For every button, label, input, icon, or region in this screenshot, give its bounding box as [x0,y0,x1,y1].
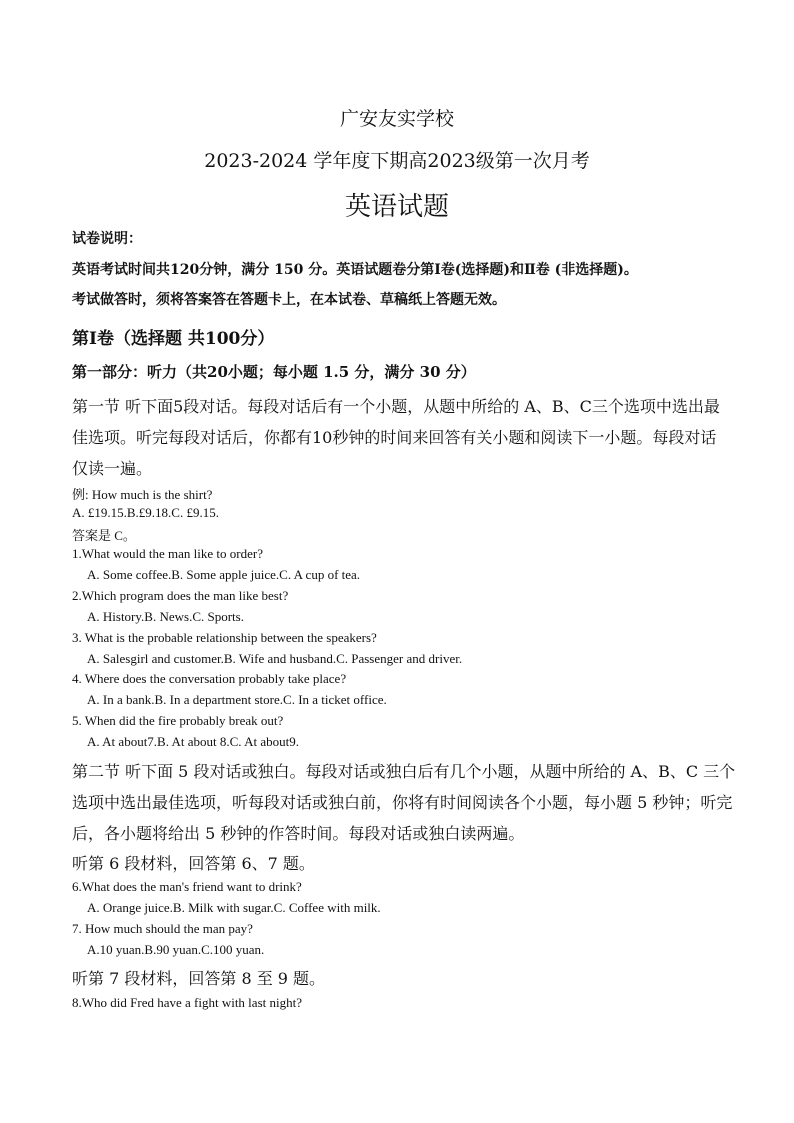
exam-title: 2023-2024 学年度下期高2023级第一次月考 [204,150,590,172]
question-5-options: A. At about7.B. At about 8.C. At about9. [87,734,299,749]
example-options: A. £19.15.B.£9.18.C. £9.15. [72,505,219,520]
question-2-options: A. History.B. News.C. Sports. [87,609,244,624]
question-1-options: A. Some coffee.B. Some apple juice.C. A cup of tea. [87,567,361,582]
section2-desc-line-2: 选项中选出最佳选项，听每段对话或独白前，你将有时间阅读各个小题，每小题 5 秒钟；听完 [72,793,733,812]
question-4: 4. Where does the conversation probably take place? [72,671,347,686]
question-7: 7. How much should the man pay? [72,921,253,936]
question-3-options: A. Salesgirl and customer.B. Wife and husband.C. Passenger and driver. [87,651,463,666]
material-6-heading: 听第 6 段材料，回答第 6、7 题。 [72,854,315,873]
section1-desc-line-3: 仅读一遍。 [72,459,153,478]
material-7-heading: 听第 7 段材料，回答第 8 至 9 题。 [72,969,326,988]
listening-section-title: 第一部分：听力（共20小题；每小题 1.5 分，满分 30 分） [72,363,476,381]
instructions-line-2: 考试做答时，须将答案答在答题卡上，在本试卷、草稿纸上答题无效。 [72,292,506,308]
example-question: 例: How much is the shirt? [72,487,213,502]
question-5: 5. When did the fire probably break out? [72,713,284,728]
question-1: 1.What would the man like to order? [72,546,263,561]
question-2: 2.Which program does the man like best? [72,588,289,603]
question-7-options: A.10 yuan.B.90 yuan.C.100 yuan. [87,942,265,957]
section1-desc-line-1: 第一节 听下面5段对话。每段对话后有一个小题，从题中所给的 A、B、C三个选项中选出最 [72,397,720,416]
question-8: 8.Who did Fred have a fight with last night? [72,995,302,1010]
school-name: 广安友实学校 [339,108,454,130]
subject-title: 英语试题 [344,192,449,222]
part1-title: 第Ⅰ卷（选择题 共100分） [72,329,275,349]
example-answer: 答案是 C。 [72,528,136,543]
question-4-options: A. In a bank.B. In a department store.C. In a ticket office. [87,692,387,707]
question-3: 3. What is the probable relationship between the speakers? [72,630,377,645]
section2-desc-line-1: 第二节 听下面 5 段对话或独白。每段对话或独白后有几个小题，从题中所给的 A、B、C 三个 [72,762,736,781]
question-6-options: A. Orange juice.B. Milk with sugar.C. Coffee with milk. [87,900,381,915]
section1-desc-line-2: 佳选项。听完每段对话后，你都有10秒钟的时间来回答有关小题和阅读下一小题。每段对话 [72,428,717,447]
question-6: 6.What does the man's friend want to drink? [72,879,302,894]
instructions-title: 试卷说明： [72,231,142,247]
section2-desc-line-3: 后，各小题将给出 5 秒钟的作答时间。每段对话或独白读两遍。 [72,824,525,843]
instructions-line-1: 英语考试时间共120分钟，满分 150 分。英语试题卷分第Ⅰ卷(选择题)和Ⅱ卷 (非选择题)。 [72,262,638,278]
